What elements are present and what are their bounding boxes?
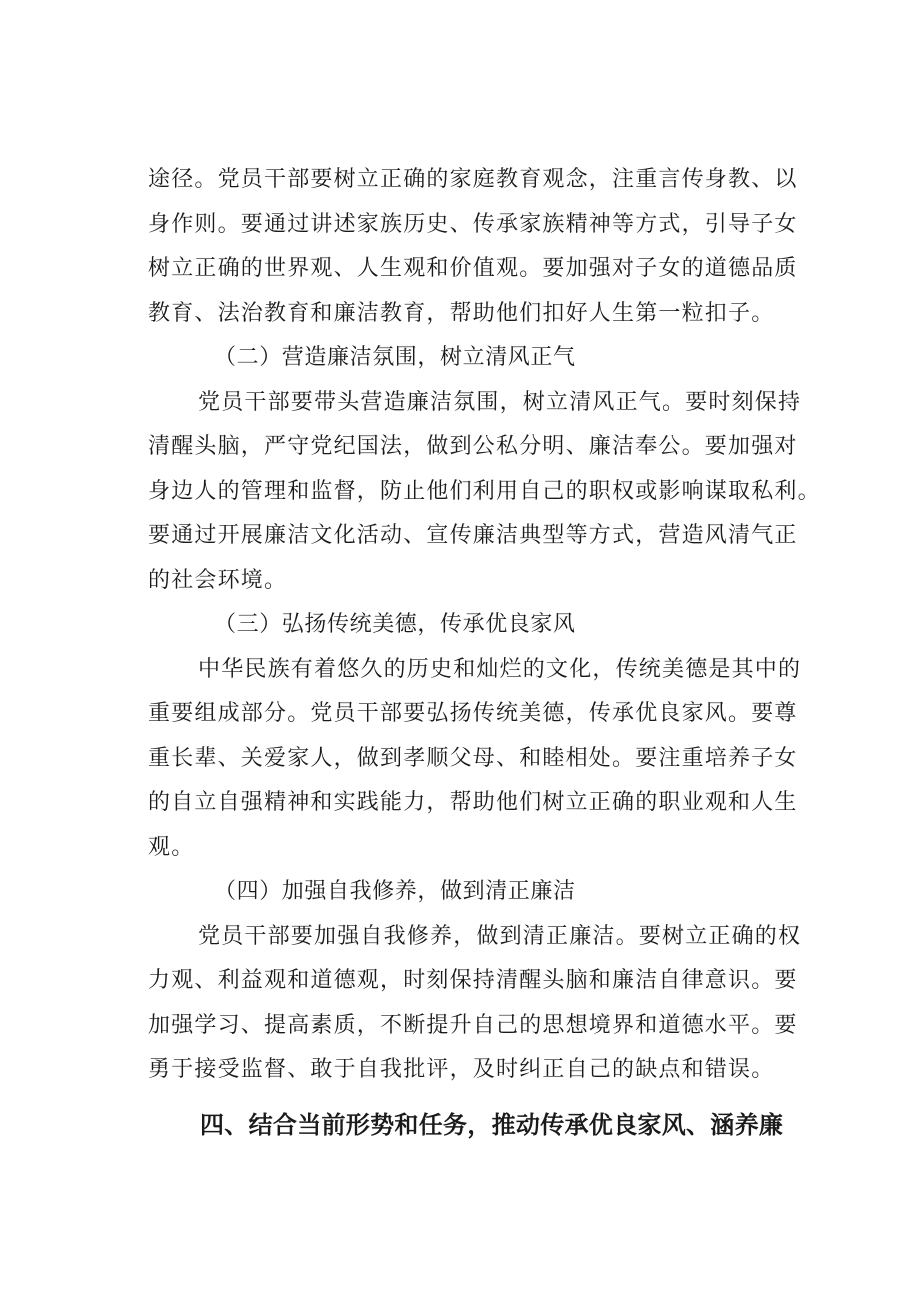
body-text-line: 观。: [148, 834, 195, 860]
body-text-line: 身作则。要通过讲述家族历史、传承家族精神等方式，引导子女: [148, 211, 798, 237]
subheading: （三）弘扬传统美德，传承优良家风: [214, 612, 576, 637]
subheading: （二）营造廉洁氛围，树立清风正气: [214, 345, 576, 370]
body-text-line: 要通过开展廉洁文化活动、宣传廉洁典型等方式，营造风清气正: [148, 523, 798, 548]
paragraph-first-line: 党员干部要带头营造廉洁氛围，树立清风正气。要时刻保持: [198, 389, 802, 415]
subheading: （四）加强自我修养，做到清正廉洁: [214, 879, 576, 904]
body-text-line: 重长辈、关爱家人，做到孝顺父母、和睦相处。要注重培养子女: [148, 745, 798, 771]
body-text-line: 力观、利益观和道德观，时刻保持清醒头脑和廉洁自律意识。要: [148, 968, 798, 993]
body-text-line: 加强学习、提高素质，不断提升自己的思想境界和道德水平。要: [148, 1012, 798, 1038]
body-text-line: 重要组成部分。党员干部要弘扬传统美德，传承优良家风。要尊: [148, 701, 798, 726]
document-page: [148, 158, 821, 1153]
body-text-line: 的自立自强精神和实践能力，帮助他们树立正确的职业观和人生: [148, 790, 798, 815]
body-text-line: 身边人的管理和监督，防止他们利用自己的职权或影响谋取私利。: [148, 478, 821, 504]
section-heading: 四、结合当前形势和任务，推动传承优良家风、涵养廉: [200, 1110, 784, 1139]
body-text-line: 的社会环境。: [148, 567, 288, 593]
body-text-line: 勇于接受监督、敢于自我批评，及时纠正自己的缺点和错误。: [148, 1057, 775, 1082]
body-text-line: 清醒头脑，严守党纪国法，做到公私分明、廉洁奉公。要加强对: [148, 434, 798, 459]
paragraph-first-line: 中华民族有着悠久的历史和灿烂的文化，传统美德是其中的: [198, 656, 802, 682]
body-text-line: 教育、法治教育和廉洁教育，帮助他们扣好人生第一粒扣子。: [148, 300, 775, 326]
body-text-line: 树立正确的世界观、人生观和价值观。要加强对子女的道德品质: [148, 256, 798, 281]
paragraph-first-line: 党员干部要加强自我修养，做到清正廉洁。要树立正确的权: [198, 923, 802, 949]
body-text-line: 途径。党员干部要树立正确的家庭教育观念，注重言传身教、以: [148, 167, 798, 192]
